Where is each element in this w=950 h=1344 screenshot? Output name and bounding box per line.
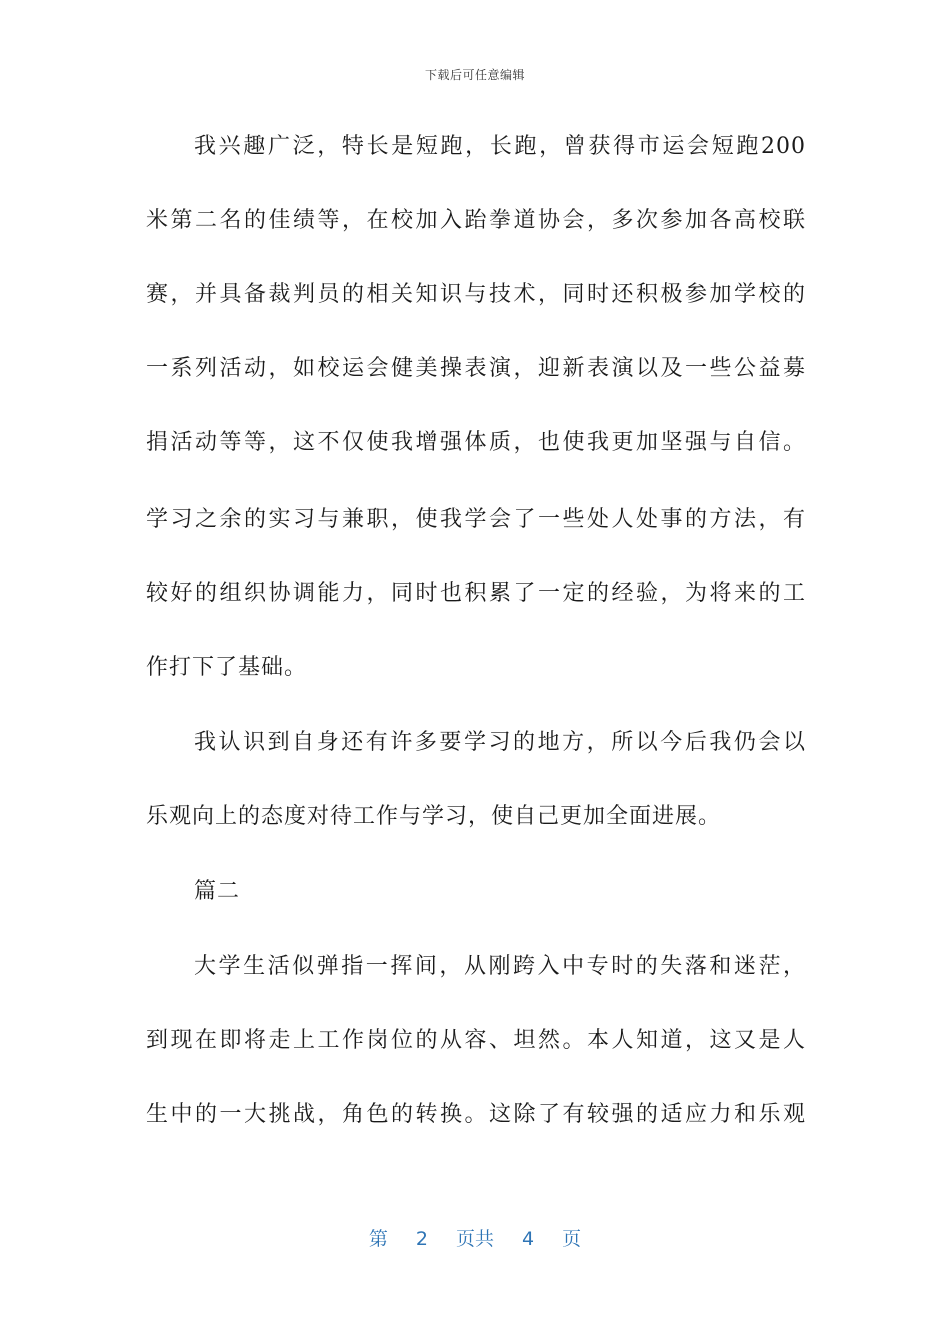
paragraph-line: 米第二名的佳绩等，在校加入跆拳道协会，多次参加各高校联 bbox=[146, 208, 806, 233]
paragraph-line: 乐观向上的态度对待工作与学习，使自己更加全面进展。 bbox=[146, 804, 722, 829]
footer-prefix: 第 bbox=[368, 1228, 388, 1250]
paragraph-line: 我认识到自身还有许多要学习的地方，所以今后我仍会以 bbox=[194, 730, 806, 755]
paragraph-line: 大学生活似弹指一挥间，从刚跨入中专时的失落和迷茫， bbox=[194, 954, 806, 979]
header-note: 下载后可任意编辑 bbox=[424, 68, 525, 82]
paragraph-line: 捐活动等等，这不仅使我增强体质，也使我更加坚强与自信。 bbox=[146, 430, 806, 455]
paragraph-line: 学习之余的实习与兼职，使我学会了一些处人处事的方法，有 bbox=[146, 507, 806, 532]
paragraph-line: 作打下了基础。 bbox=[146, 655, 308, 680]
footer-middle: 页共 bbox=[455, 1228, 494, 1250]
paragraph-line: 到现在即将走上工作岗位的从容、坦然。本人知道，这又是人 bbox=[146, 1028, 806, 1053]
paragraph-line: 较好的组织协调能力，同时也积累了一定的经验，为将来的工 bbox=[146, 581, 806, 606]
paragraph-line: 一系列活动，如校运会健美操表演，迎新表演以及一些公益募 bbox=[146, 356, 806, 381]
paragraph-line: 赛，并具备裁判员的相关知识与技术，同时还积极参加学校的 bbox=[146, 282, 806, 307]
footer-total-pages: 4 bbox=[522, 1228, 535, 1250]
paragraph-line: 生中的一大挑战，角色的转换。这除了有较强的适应力和乐观 bbox=[146, 1102, 806, 1127]
page-footer bbox=[0, 1224, 950, 1251]
footer-current-page: 2 bbox=[415, 1228, 428, 1250]
section-heading: 篇二 bbox=[194, 879, 241, 904]
paragraph-line: 我兴趣广泛，特长是短跑，长跑，曾获得市运会短跑200 bbox=[194, 134, 806, 159]
footer-suffix: 页 bbox=[562, 1228, 582, 1250]
